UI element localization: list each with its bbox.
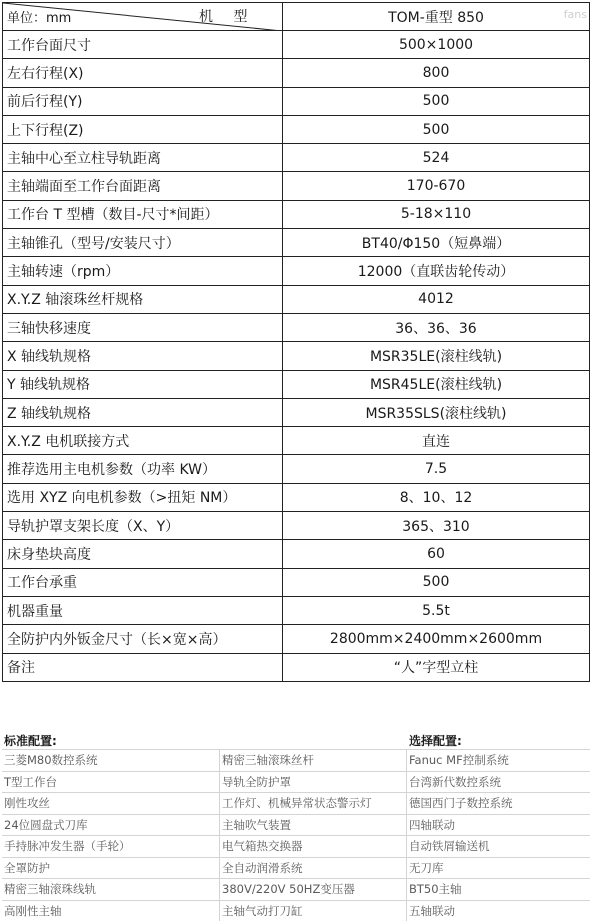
config-section bbox=[2, 729, 590, 921]
spec-key: 工作台 T 型槽（数目-尺寸*间距） bbox=[3, 200, 283, 228]
spec-key: 推荐选用主电机参数（功率 KW） bbox=[3, 455, 283, 483]
spec-value: BT40/Φ150（短鼻端） bbox=[283, 229, 590, 257]
standard-config-item: 三菱M80数控系统 bbox=[2, 750, 220, 771]
model-label: 机 型 bbox=[199, 6, 255, 26]
spec-key: 工作台面尺寸 bbox=[3, 31, 283, 59]
spec-row bbox=[3, 342, 590, 370]
standard-config-item: 380V/220V 50HZ变压器 bbox=[220, 879, 407, 900]
spec-value: 直连 bbox=[283, 427, 590, 455]
spec-key: Y 轴线轨规格 bbox=[3, 370, 283, 398]
spec-key: 选用 XYZ 向电机参数（>扭矩 NM） bbox=[3, 483, 283, 511]
spec-row bbox=[3, 596, 590, 624]
spec-key: 机器重量 bbox=[3, 596, 283, 624]
spec-row bbox=[3, 483, 590, 511]
standard-config-item: 主轴气动打刀缸 bbox=[220, 901, 407, 921]
spec-key: 主轴转速（rpm） bbox=[3, 257, 283, 285]
spec-key: X.Y.Z 电机联接方式 bbox=[3, 427, 283, 455]
spec-row bbox=[3, 653, 590, 681]
spec-value: 7.5 bbox=[283, 455, 590, 483]
spec-value: 12000（直联齿轮传动） bbox=[283, 257, 590, 285]
spec-value: 60 bbox=[283, 540, 590, 568]
watermark-logo: fans bbox=[564, 8, 587, 21]
standard-config-item: 24位圆盘式刀库 bbox=[2, 815, 220, 836]
spec-row bbox=[3, 285, 590, 313]
optional-config-item: 德国西门子数控系统 bbox=[407, 793, 590, 814]
spec-row bbox=[3, 257, 590, 285]
spec-key: 导轨护罩支架长度（X、Y） bbox=[3, 512, 283, 540]
spec-row bbox=[3, 427, 590, 455]
optional-config-item: Fanuc MF控制系统 bbox=[407, 750, 590, 771]
spec-row bbox=[3, 59, 590, 87]
spec-row bbox=[3, 512, 590, 540]
spec-value: 500 bbox=[283, 115, 590, 143]
config-row bbox=[2, 878, 590, 900]
spec-value: 500×1000 bbox=[283, 31, 590, 59]
spec-row bbox=[3, 625, 590, 653]
optional-config-item: 四轴联动 bbox=[407, 815, 590, 836]
spec-row bbox=[3, 229, 590, 257]
spec-row bbox=[3, 540, 590, 568]
spec-value: 4012 bbox=[283, 285, 590, 313]
spec-value: MSR35LE(滚柱线轨) bbox=[283, 342, 590, 370]
spec-key: 主轴锥孔（型号/安装尺寸） bbox=[3, 229, 283, 257]
spec-value: MSR35SLS(滚柱线轨) bbox=[283, 398, 590, 426]
spec-key: 三轴快移速度 bbox=[3, 313, 283, 341]
spec-key: X 轴线轨规格 bbox=[3, 342, 283, 370]
spec-row bbox=[3, 31, 590, 59]
spec-value: 8、10、12 bbox=[283, 483, 590, 511]
optional-config-item: 无刀库 bbox=[407, 858, 590, 879]
spec-key: 主轴中心至立柱导轨距离 bbox=[3, 144, 283, 172]
spec-key: Z 轴线轨规格 bbox=[3, 398, 283, 426]
config-row bbox=[2, 749, 590, 771]
spec-row bbox=[3, 144, 590, 172]
standard-config-item: 导轨全防护罩 bbox=[220, 772, 407, 793]
optional-config-item: 自动铁屑输送机 bbox=[407, 836, 590, 857]
spec-value: 2800mm×2400mm×2600mm bbox=[283, 625, 590, 653]
unit-label: 单位：mm bbox=[7, 7, 71, 26]
spec-key: 工作台承重 bbox=[3, 568, 283, 596]
spec-value: 500 bbox=[283, 568, 590, 596]
config-header-spacer bbox=[220, 729, 407, 749]
spec-row bbox=[3, 455, 590, 483]
spec-value: 5.5t bbox=[283, 596, 590, 624]
spec-key: 床身垫块高度 bbox=[3, 540, 283, 568]
config-header bbox=[2, 729, 590, 749]
standard-config-item: 电气箱热交换器 bbox=[220, 836, 407, 857]
standard-config-item: 手持脉冲发生器（手轮） bbox=[2, 836, 220, 857]
spec-key: 前后行程(Y) bbox=[3, 87, 283, 115]
spec-value: 500 bbox=[283, 87, 590, 115]
standard-config-item: 高刚性主轴 bbox=[2, 901, 220, 921]
spec-value: 36、36、36 bbox=[283, 313, 590, 341]
config-row bbox=[2, 835, 590, 857]
config-row bbox=[2, 900, 590, 921]
standard-config-item: 主轴吹气装置 bbox=[220, 815, 407, 836]
spec-key: 主轴端面至工作台面距离 bbox=[3, 172, 283, 200]
spec-row bbox=[3, 172, 590, 200]
spec-key: 上下行程(Z) bbox=[3, 115, 283, 143]
spec-row bbox=[3, 87, 590, 115]
model-value: TOM-重型 850 bbox=[283, 3, 590, 31]
standard-config-item: 刚性攻丝 bbox=[2, 793, 220, 814]
standard-config-item: 全自动润滑系统 bbox=[220, 858, 407, 879]
header-diagonal-cell bbox=[3, 3, 283, 31]
optional-config-title: 选择配置: bbox=[407, 729, 590, 749]
spec-row bbox=[3, 200, 590, 228]
spec-key: 左右行程(X) bbox=[3, 59, 283, 87]
spec-table bbox=[2, 2, 590, 682]
optional-config-item: 五轴联动 bbox=[407, 901, 590, 921]
standard-config-item: 全罩防护 bbox=[2, 858, 220, 879]
spec-key: 备注 bbox=[3, 653, 283, 681]
spec-key: 全防护内外钣金尺寸（长×宽×高） bbox=[3, 625, 283, 653]
spec-row bbox=[3, 115, 590, 143]
standard-config-item: T型工作台 bbox=[2, 772, 220, 793]
spec-key: X.Y.Z 轴滚珠丝杆规格 bbox=[3, 285, 283, 313]
spec-value: 170-670 bbox=[283, 172, 590, 200]
config-row bbox=[2, 857, 590, 879]
spec-value: 365、310 bbox=[283, 512, 590, 540]
spec-row bbox=[3, 398, 590, 426]
spec-value: 524 bbox=[283, 144, 590, 172]
spec-value: MSR45LE(滚柱线轨) bbox=[283, 370, 590, 398]
standard-config-item: 工作灯、机械异常状态警示灯 bbox=[220, 793, 407, 814]
config-row bbox=[2, 814, 590, 836]
optional-config-item: 台湾新代数控系统 bbox=[407, 772, 590, 793]
standard-config-title: 标准配置: bbox=[2, 729, 220, 749]
config-rows bbox=[2, 749, 590, 921]
optional-config-item: BT50主轴 bbox=[407, 879, 590, 900]
config-row bbox=[2, 771, 590, 793]
config-row bbox=[2, 792, 590, 814]
spec-row bbox=[3, 313, 590, 341]
spec-row bbox=[3, 568, 590, 596]
spec-value: 800 bbox=[283, 59, 590, 87]
spec-value: 5-18×110 bbox=[283, 200, 590, 228]
spec-row bbox=[3, 370, 590, 398]
spec-header-row bbox=[3, 3, 590, 31]
standard-config-item: 精密三轴滚珠丝杆 bbox=[220, 750, 407, 771]
standard-config-item: 精密三轴滚珠线轨 bbox=[2, 879, 220, 900]
spec-value: “人”字型立柱 bbox=[283, 653, 590, 681]
